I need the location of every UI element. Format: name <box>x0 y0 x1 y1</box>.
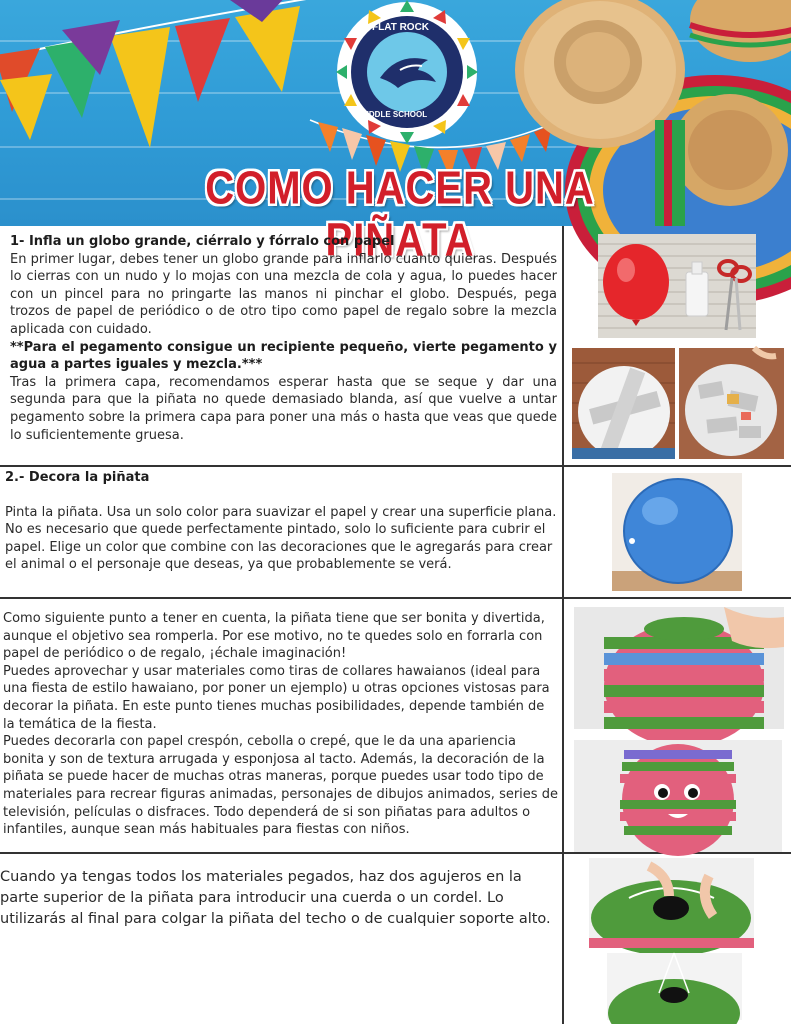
section-2-text <box>5 469 560 574</box>
section-1-text <box>10 233 557 444</box>
column-divider <box>562 226 564 1024</box>
crepe-decorating-photo <box>574 607 784 729</box>
divider-1 <box>0 465 791 467</box>
balloon-glue-scissors-photo <box>598 234 756 338</box>
section-4-paragraph: Cuando ya tengas todos los materiales pegados, haz dos agujeros en la parte superior de la piñata para introducir una cuerda o un cordel. Lo utilizarás al final para colgar la piñata del techo o de cualquier soporte alto. <box>0 869 551 927</box>
logo-bottom-text: MIDDLE SCHOOL <box>360 110 428 119</box>
logo-top-text: FLAT ROCK <box>372 22 430 33</box>
section-1-heading: 1- Infla un globo grande, ciérralo y fórralo con papel <box>10 234 395 249</box>
section-3-paragraph-2: Puedes aprovechar y usar materiales como tiras de collares hawaianos (ideal para una fiesta de estilo hawaiano, por poner un ejemplo) u otras opciones vistosas para decorar la piñata. En este punto tienes muchas posibilidades, depende también de la temática de la fiesta. <box>3 663 550 732</box>
section-1-glue-note: **Para el pegamento consigue un recipiente pequeño, vierte pegamento y agua a partes iguales y mezcla.*** <box>10 339 557 373</box>
divider-2 <box>0 597 791 599</box>
face-pinata-photo <box>574 740 782 852</box>
blue-painted-pinata-photo <box>612 473 742 591</box>
section-1-paragraph-2: Tras la primera capa, recomendamos esperar hasta que se seque y dar una segunda para que la piñata no quede demasiado blanda, así que vuelve a untar pegamento sobre la primera capa para poner una más o hasta que veas que quede lo suficientemente gruesa. <box>10 374 557 443</box>
string-tied-photo <box>607 953 742 1020</box>
section-3-paragraph-1: Como siguiente punto a tener en cuenta, la piñata tiene que ser bonita y divertida, aunque el objetivo sea romperla. Por ese motivo, no te quedes solo en forrarla con papel de periódico o de regalo, ¡échale imaginación! <box>3 611 545 662</box>
section-2-heading: 2.- Decora la piñata <box>5 470 150 485</box>
string-holes-photo <box>589 858 754 948</box>
section-3-text <box>3 610 559 839</box>
page-title: COMO HACER UNA PIÑATA <box>205 163 595 266</box>
section-1-paragraph-1: En primer lugar, debes tener un globo grande para inflarlo cuanto quieras. Después lo cierras con un nudo y lo mojas con una mezcla de cola y agua, lo puedes hacer con un pincel para no pringarte las manos ni pinchar el globo. Después, pega trozos de papel de periódico o de otro tipo como papel de regalo sobre la mezcla aplicada con cuidado. <box>10 251 557 337</box>
section-2-paragraph: Pinta la piñata. Usa un solo color para suavizar el papel y crear una superficie plana. No es necesario que quede perfectamente pintado, solo lo suficiente para cubrir el papel. Elige un color que combine con las decoraciones que le agregarás para crear el animal o el personaje que deseas, ya que probablemente se verá. <box>5 504 557 573</box>
section-4-text <box>0 867 555 930</box>
paper-mache-globe-photo <box>572 348 675 459</box>
newspaper-wrapped-balloon-photo <box>679 348 784 459</box>
section-3-paragraph-3: Puedes decorarla con papel crespón, cebolla o crepé, que le da una apariencia bonita y son de textura arrugada y esponjosa al tacto. Además, la decoración de la piñata se puede hacer de muchas otras maneras, porque puedes usar todo tipo de materiales para recrear figuras animadas, personajes de dibujos animados, series de televisión, películas o disfraces. Todo dependerá de si son piñatas para adultos o infantiles, aunque sean más habituales para fiestas con niños. <box>3 734 558 838</box>
